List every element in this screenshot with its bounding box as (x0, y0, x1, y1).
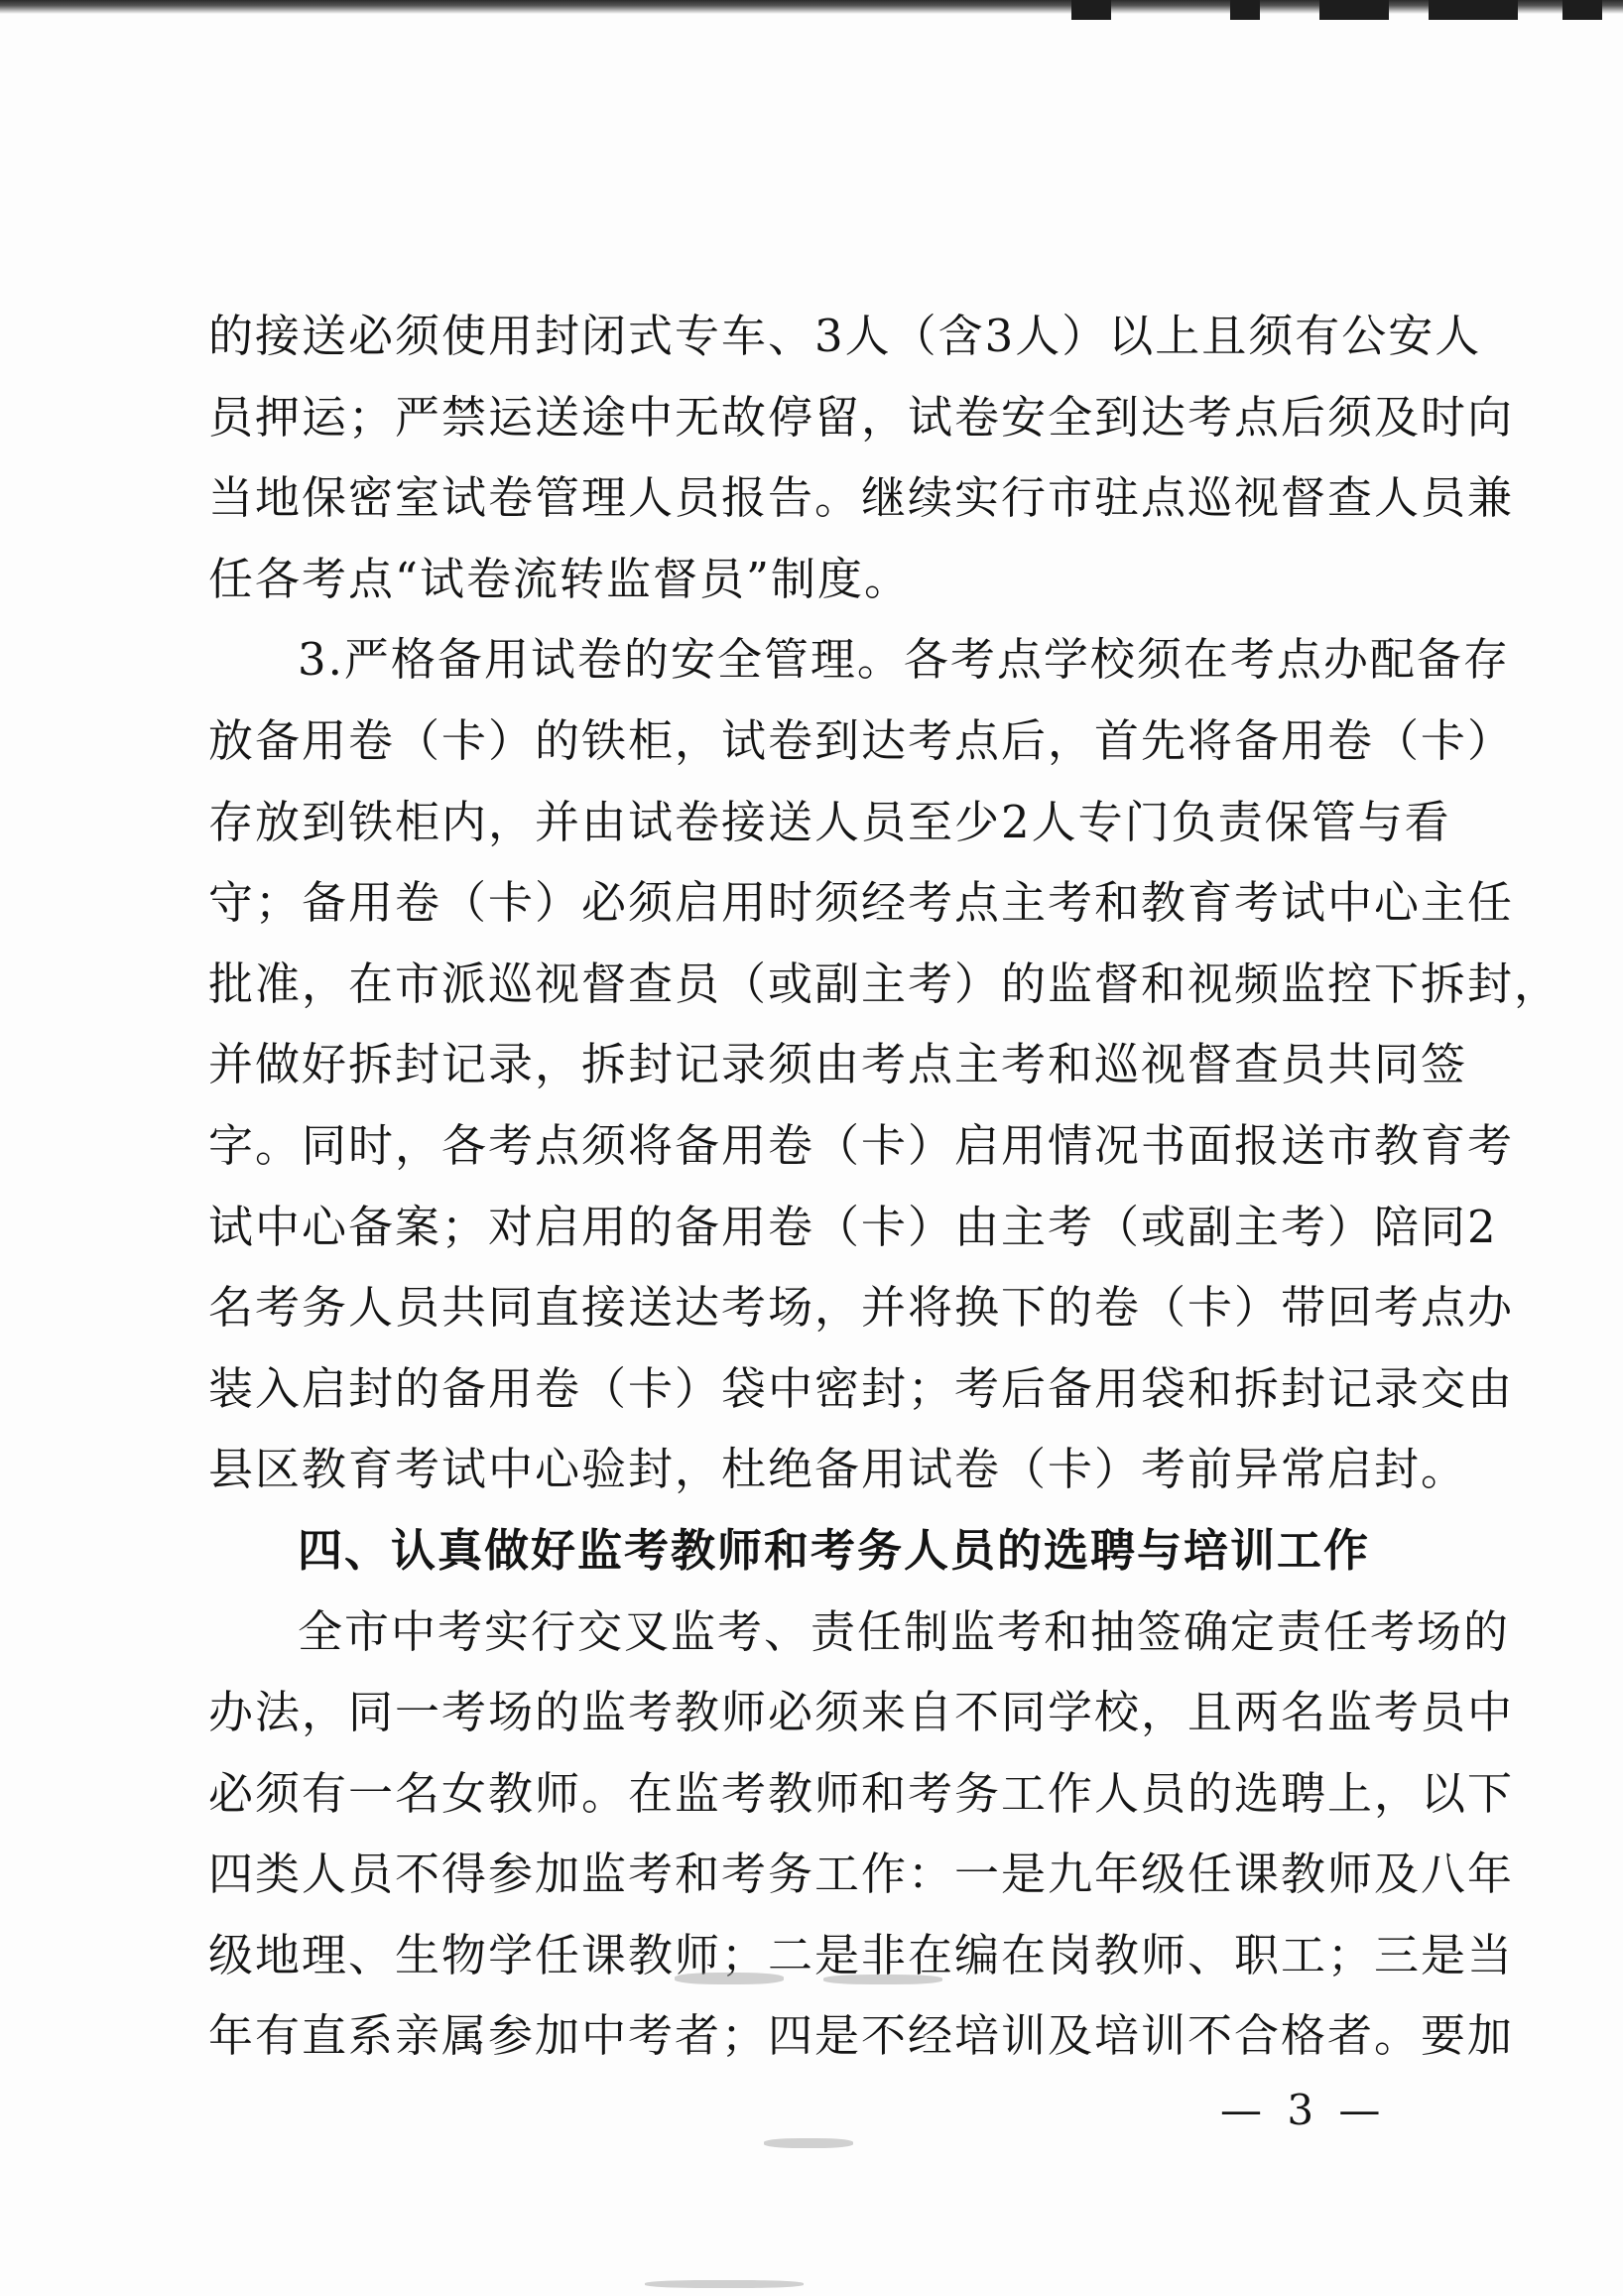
text-line: 必须有一名女教师。在监考教师和考务工作人员的选聘上，以下 (208, 1766, 1515, 1820)
text-line: 员押运；严禁运送途中无故停留，试卷安全到达考点后须及时向 (208, 390, 1515, 444)
scan-speck (823, 1975, 942, 1984)
text-line: 当地保密室试卷管理人员报告。继续实行市驻点巡视督查人员兼 (208, 471, 1515, 525)
scan-speck (645, 2280, 804, 2288)
scan-mark (1562, 0, 1602, 20)
text-line: 名考务人员共同直接送达考场，并将换下的卷（卡）带回考点办 (208, 1281, 1515, 1335)
scan-mark (1319, 0, 1389, 20)
text-line: 装入启封的备用卷（卡）袋中密封；考后备用袋和拆封记录交由 (208, 1361, 1515, 1415)
text-line: 3.严格备用试卷的安全管理。各考点学校须在考点办配备存 (298, 633, 1510, 687)
page-number: — 3 — (1220, 2086, 1387, 2134)
text-line: 级地理、生物学任课教师；二是非在编在岗教师、职工；三是当 (208, 1928, 1515, 1981)
text-line: 批准，在市派巡视督查员（或副主考）的监督和视频监控下拆封， (208, 957, 1561, 1010)
text-line: 守；备用卷（卡）必须启用时须经考点主考和教育考试中心主任 (208, 876, 1515, 930)
text-line: 年有直系亲属参加中考者；四是不经培训及培训不合格者。要加 (208, 2009, 1515, 2063)
scan-speck (764, 2138, 853, 2148)
text-line: 的接送必须使用封闭式专车、3人（含3人）以上且须有公安人 (208, 310, 1482, 362)
text-line: 全市中考实行交叉监考、责任制监考和抽签确定责任考场的 (298, 1604, 1511, 1658)
section-heading: 四、认真做好监考教师和考务人员的选聘与培训工作 (298, 1523, 1371, 1577)
text-line: 并做好拆封记录，拆封记录须由考点主考和巡视督查员共同签 (208, 1038, 1468, 1091)
text-line: 办法，同一考场的监考教师必须来自不同学校，且两名监考员中 (208, 1686, 1515, 1739)
scan-mark (1071, 0, 1111, 20)
scan-mark (1429, 0, 1518, 20)
text-line: 县区教育考试中心验封，杜绝备用试卷（卡）考前异常启封。 (208, 1443, 1468, 1496)
text-line: 四类人员不得参加监考和考务工作：一是九年级任课教师及八年 (208, 1848, 1515, 1901)
scan-speck (675, 1973, 784, 1984)
text-line: 放备用卷（卡）的铁柜，试卷到达考点后，首先将备用卷（卡） (208, 713, 1515, 767)
body-text (208, 296, 1561, 2077)
scan-mark (1230, 0, 1260, 20)
text-line: 字。同时，各考点须将备用卷（卡）启用情况书面报送市教育考 (208, 1118, 1515, 1172)
text-line: 任各考点“试卷流转监督员”制度。 (208, 552, 912, 605)
text-line: 存放到铁柜内，并由试卷接送人员至少2人专门负责保管与看 (208, 795, 1451, 848)
text-line: 试中心备案；对启用的备用卷（卡）由主考（或副主考）陪同2 (208, 1200, 1498, 1253)
